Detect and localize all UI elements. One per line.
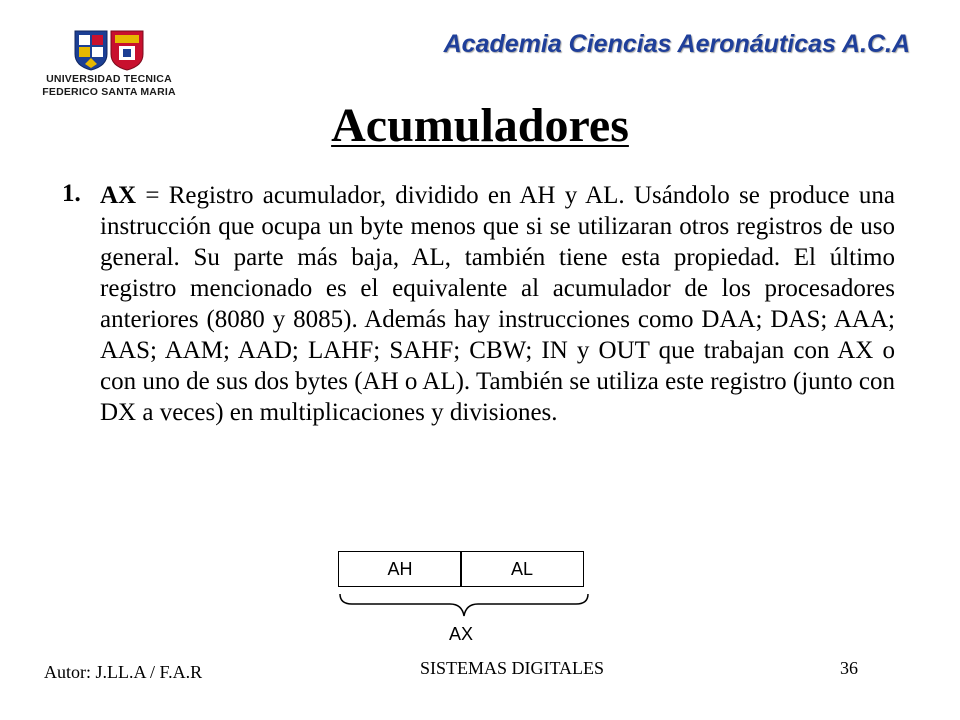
logo-line-federico: FEDERICO SANTA MARIA	[42, 86, 176, 98]
register-ah-box: AH	[338, 551, 462, 587]
curly-brace-icon	[338, 592, 590, 622]
term-ax: AX	[100, 182, 137, 209]
list-item-number: 1.	[62, 180, 81, 207]
academy-header-title: Academia Ciencias Aeronáuticas A.C.A	[443, 30, 910, 58]
register-ax-label: AX	[448, 624, 473, 644]
footer-course: SISTEMAS DIGITALES	[420, 658, 605, 678]
footer-author: Autor: J.LL.A / F.A.R	[44, 662, 203, 682]
list-item-paragraph	[100, 180, 895, 428]
slide-title: Acumuladores	[331, 99, 629, 152]
paragraph-text: = Registro acumulador, dividido en AH y AL. Usándolo se produce una instrucción que ocupa un byte menos que si se utilizaran otros registros de uso general. Su parte más baja, AL, también tiene esta propiedad. El último registro mencionado es el equivalente al acumulador de los procesadores anteriores (8080 y 8085). Además hay instrucciones como DAA; DAS; AAA; AAS; AAM; AAD; LAHF; SAHF; CBW; IN y OUT que trabajan con AX o con uno de sus dos bytes (AH o AL). También se utiliza este registro (junto con DX a veces) en multiplicaciones y divisiones.	[100, 182, 895, 426]
logo-line-university: UNIVERSIDAD TECNICA	[46, 73, 172, 85]
university-crest-icon	[71, 28, 147, 72]
university-logo	[34, 26, 184, 102]
register-al-box: AL	[460, 551, 584, 587]
footer-page-number: 36	[840, 658, 858, 678]
register-diagram	[335, 548, 595, 648]
